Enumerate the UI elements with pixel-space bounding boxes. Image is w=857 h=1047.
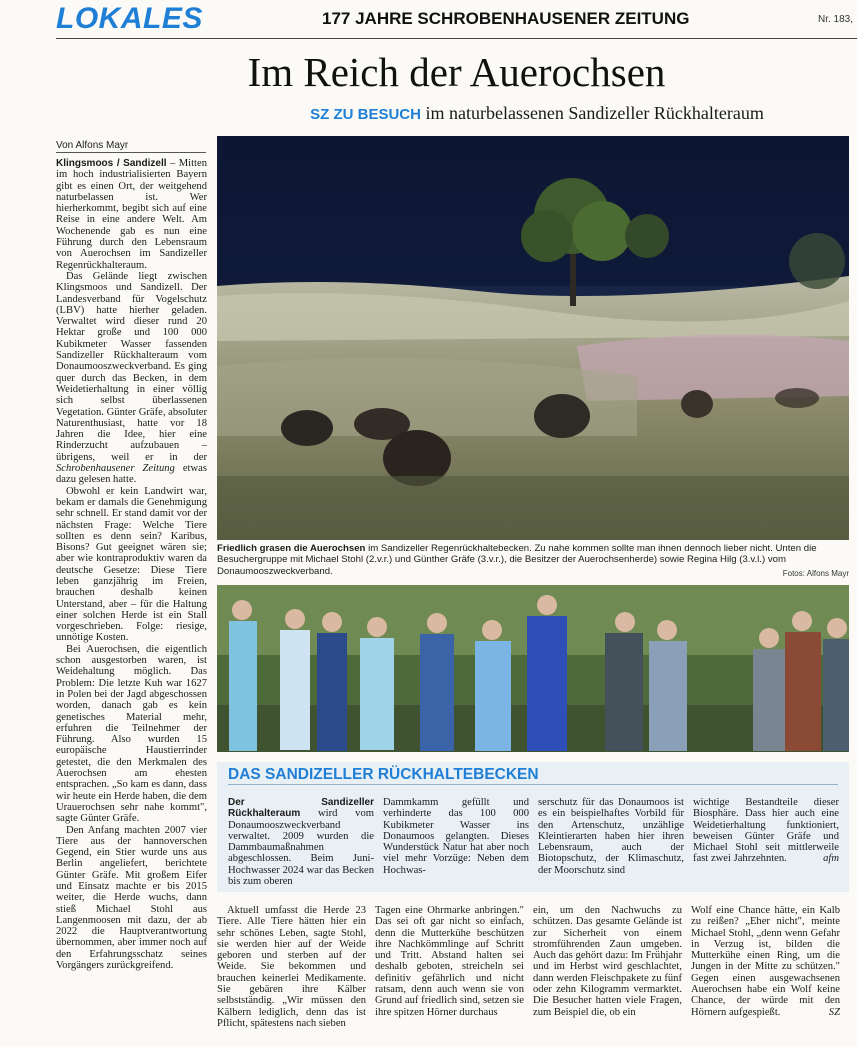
paragraph xyxy=(693,797,839,865)
newspaper-name: Schrobenhausener Zeitung xyxy=(56,463,175,475)
article-column-2 xyxy=(217,905,366,1029)
caption-bold: Friedlich grasen die Auerochsen xyxy=(217,543,366,554)
caption-text: im Sandizeller Regenrückhaltebecken. Zu nahe kommen sollte man ihnen dennoch lieber nicht. Unten die Besuchergruppe mit Michael Stohl (2.v.r.) und Günther Gräfe (3.v.r.), die Besitzer der Auerochsenherde) sowie Regina Hilg (3.v.l.) vom Donaumooszweckverband. xyxy=(217,543,817,577)
issue-number: Nr. 183, xyxy=(817,14,853,25)
subheadline xyxy=(217,103,857,124)
box-lead-bold: Der Sandizeller Rückhalteraum xyxy=(228,797,374,820)
paragraph-text: etwas dazu gelesen hatte. xyxy=(56,463,207,486)
paragraph-text: Das Gelände liegt zwischen Klingsmoos und Sandizell. Der Landesverband für Vogelschutz (LBV) hatte hierher geladen. Verwaltet wird dieser rund 20 Hektar große und 100 000 Kubikmeter Wasser fassenden Sandizeller Rückhalteraum vom Donaumooszweckverband. Es ging quer durch das Becken, in dem Weidetierhaltung in einer völlig sich selbst überlassenen Vegetation. Günter Gräfe, absoluter Naturenthusiast, hatte vor 18 Jahren die Idee, hier eine Rinderzucht aufzubauen – übrigens, weil er in der xyxy=(56,270,207,463)
article-column-4 xyxy=(533,905,682,1018)
paragraph: Tagen eine Ohrmarke anbringen." Das sei oft gar nicht so einfach, denn die Mutterkühe beschützen ihre Nachkömmlinge auf Schritt und Tritt. Abstand halten sei deshalb geboten, streicheln sei definitiv gefährlich und nicht ratsam, denn auch wenn sie von Grund auf friedlich sind, setzen sie ihre spitzen Hörner durchaus xyxy=(375,905,524,1018)
paragraph: ein, um den Nachwuchs zu schützen. Das gesamte Gelände ist zur Sicherheit von einem stromführenden Zaun umgeben. Auch das gehört dazu: Im Frühjahr und im Herbst wird geschlachtet, dann werden Fleischpakete zu fünf oder zehn Kilogramm vermarktet. Die Besucher hatten viele Fragen, zum Beispiel die, ob ein xyxy=(533,905,682,1018)
info-box-column-3 xyxy=(538,797,684,876)
paragraph: Aktuell umfasst die Herde 23 Tiere. Alle Tiere hätten hier ein sehr schönes Leben, sagte Stohl, sie werden hier auf der Weide geboren und sterben auf der Weide. Sie bekommen und brauchen keinerlei Medikamente. Sie gebären ihre Kälber selbstständig. „Wir müssen den Kälbern lediglich, denn das ist Pflicht, spätestens nach sieben xyxy=(217,905,366,1029)
article-column-5 xyxy=(691,905,840,1018)
headline: Im Reich der Auerochsen xyxy=(247,49,666,95)
subheadline-text: im naturbelassenen Sandizeller Rückhalteraum xyxy=(425,103,764,123)
paragraph: Dammkamm gefüllt und verhinderte das 100 000 Kubikmeter Wasser ins Donaumoos gelangten. Dieses Wunderstück Natur hat aber noch viel mehr Vorzüge: Neben dem Hochwas- xyxy=(383,797,529,876)
lead-location: Klingsmoos / Sandizell xyxy=(56,158,167,169)
photo-credit: Fotos: Alfons Mayr xyxy=(782,569,849,578)
paragraph: Den Anfang machten 2007 vier Tiere aus der hannoverschen Gegend, ein Stier wurde uns aus Berlin angeliefert, berichtete Günter Gräfe. Mit großem Eifer und Einsatz machte er bis 2015 weiter, die Herde wuchs, dann stieß Michael Stohl aus Langenmoosen mit dazu, der ab 2022 die Hauptverantwortung übernommen, aber immer noch auf den Erfahrungsschatz seines Vorgängers zurückgreifend. xyxy=(56,824,207,972)
group-photo-illustration xyxy=(217,585,849,752)
section-title: LOKALES xyxy=(56,2,203,35)
paragraph-text: – Mitten im hoch industrialisierten Bayern gibt es einen Ort, der weitgehend naturbelassen ist. Wer hierherkommt, begibt sich auf eine Reise in eine andere Welt. Am Wochenende gab es nun eine Führung durch den Lebensraum von Auerochsen im Sandizeller Regenrückhalteraum. xyxy=(56,158,208,271)
info-box-column-2 xyxy=(383,797,529,876)
info-box-column-1 xyxy=(228,797,374,887)
article-column-3 xyxy=(375,905,524,1018)
author-initials: afm xyxy=(823,853,839,865)
kicker: SZ ZU BESUCH xyxy=(310,106,421,123)
paragraph xyxy=(691,905,840,1018)
info-box-column-4 xyxy=(693,797,839,865)
paragraph xyxy=(228,797,374,887)
paragraph: Bei Auerochsen, die eigentlich schon ausgestorben waren, ist Weidehaltung möglich. Das Problem: Die letzte Kuh war 1627 in Polen bei der Jagd abgeschossen worden, danach gab es kein genetisches Material mehr, erfuhren die Teilnehmer der Führung. Also wurden 15 europäische Haustierrinder getestet, die den Merkmalen des Auerochsen am ehesten entsprachen. „So kam es dann, dass wir heute ein Herde haben, die dem Urauerochsen sehr nahe kommt", sagte Günter Gräfe. xyxy=(56,643,207,825)
aurochs-photo-illustration xyxy=(217,136,849,540)
masthead-rule xyxy=(56,38,857,39)
paragraph-text: Wolf eine Chance hätte, ein Kalb zu reißen? „Eher nicht", meinte Michael Stohl, „denn wenn Gefahr in Verzug ist, bilden die Mutterkühe einen Ring, um die Jungen in der Mitte zu schützen." Gegen einen ausgewachsenen Auerochsen habe ein Wolf keine Chance, der würde mit den Hörnern aufgespießt. xyxy=(691,905,840,1018)
photo-caption xyxy=(217,543,849,577)
author-initials: SZ xyxy=(828,1006,840,1018)
group-photo xyxy=(217,585,849,752)
byline-rule xyxy=(56,152,206,153)
paragraph: Obwohl er kein Landwirt war, bekam er damals die Genehmigung sehr schnell. Er stand damit vor der nächsten Frage: Welche Tiere sollten es denn sein? Karibus, Bisons? Gut geeignet wären sie; aber wie kontraproduktiv waren da deutsche Gesetze: Diese Tiere leben ganzjährig im Freien, brauchen deshalb keinen Unterstand, aber – für die Haltung einer solchen Herde ist ein Stall vorgeschrieben. Folge: riesige, unnötige Kosten. xyxy=(56,485,207,644)
paragraph: serschutz für das Donaumoos ist es ein beispielhaftes Vorbild für den Artenschutz, unzählige Kleintierarten haben hier ihren Lebensraum, auch der Biotopschutz, der Klimaschutz, der Moorschutz sind xyxy=(538,797,684,876)
paragraph xyxy=(56,158,207,271)
paragraph-text: wird vom Donaumooszweckverband verwaltet. 2009 wurden die Dammbaumaßnahmen abgeschlossen. Beim Juni-Hochwasser 2024 war das Becken bis zum oberen xyxy=(228,808,374,888)
masthead-subtitle: 177 JAHRE SCHROBENHAUSENER ZEITUNG xyxy=(322,9,690,28)
info-box-title: DAS SANDIZELLER RÜCKHALTEBECKEN xyxy=(228,766,539,783)
info-box-rule xyxy=(228,784,838,785)
aurochs-photo xyxy=(217,136,849,540)
paragraph-text: wichtige Bestandteile dieser Biosphäre. Dass hier auch eine Weidetierhaltung funktioniert, beweisen Günter Gräfe und Michael Stohl seit mittlerweile fast zwei Jahrzehnten. xyxy=(693,797,839,865)
article-column-1 xyxy=(56,158,207,971)
byline: Von Alfons Mayr xyxy=(56,140,129,151)
paragraph xyxy=(56,271,207,486)
